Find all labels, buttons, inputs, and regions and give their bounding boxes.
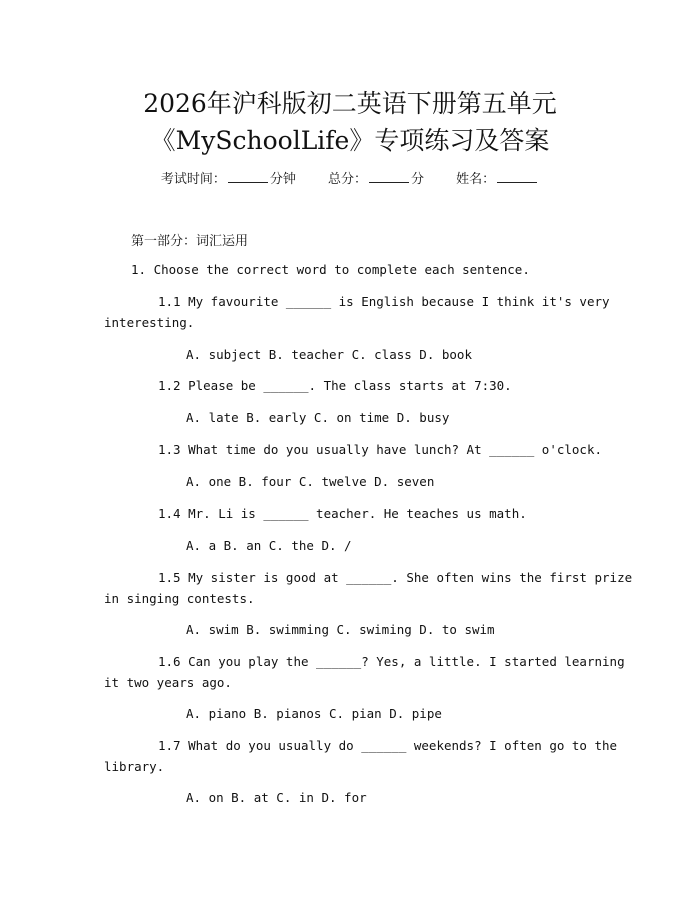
item-options: A. swim B. swimming C. swiming D. to swim xyxy=(186,622,495,637)
time-blank xyxy=(228,172,268,183)
score-blank xyxy=(369,172,409,183)
name-blank xyxy=(497,172,537,183)
item-options: A. piano B. pianos C. pian D. pipe xyxy=(186,706,442,721)
score-unit: 分 xyxy=(411,172,425,187)
item-stem-continued: interesting. xyxy=(104,315,195,330)
exam-time xyxy=(161,168,296,187)
section-heading: 第一部分：词汇运用 xyxy=(131,234,249,249)
item-options: A. one B. four C. twelve D. seven xyxy=(186,474,435,489)
item-stem: 1.3 What time do you usually have lunch? At ______ o'clock. xyxy=(158,442,603,457)
item-stem: 1.2 Please be ______. The class starts at 7:30. xyxy=(158,378,512,393)
item-stem: 1.6 Can you play the ______? Yes, a little. I started learning xyxy=(158,654,625,669)
exam-name xyxy=(456,168,539,187)
score-label: 总分： xyxy=(327,172,367,187)
document-title-line-1: 2026年沪科版初二英语下册第五单元 xyxy=(143,89,557,118)
question-instruction: 1. Choose the correct word to complete each sentence. xyxy=(131,262,530,277)
time-unit: 分钟 xyxy=(269,172,296,187)
item-stem: 1.5 My sister is good at ______. She often wins the first prize xyxy=(158,570,633,585)
time-label: 考试时间： xyxy=(160,172,226,187)
item-stem-continued: in singing contests. xyxy=(104,591,255,606)
item-stem-continued: library. xyxy=(104,759,165,774)
item-options: A. late B. early C. on time D. busy xyxy=(186,410,450,425)
item-stem: 1.7 What do you usually do ______ weekends? I often go to the xyxy=(158,738,618,753)
name-label: 姓名： xyxy=(456,172,496,187)
item-options: A. a B. an C. the D. / xyxy=(186,538,352,553)
item-stem: 1.1 My favourite ______ is English because I think it's very xyxy=(158,294,610,309)
item-options: A. subject B. teacher C. class D. book xyxy=(186,347,472,362)
item-stem-continued: it two years ago. xyxy=(104,675,232,690)
exam-score xyxy=(328,168,424,187)
exam-info-row xyxy=(0,168,700,187)
item-stem: 1.4 Mr. Li is ______ teacher. He teaches us math. xyxy=(158,506,527,521)
item-options: A. on B. at C. in D. for xyxy=(186,790,367,805)
document-title-line-2: 《MySchoolLife》专项练习及答案 xyxy=(150,126,550,155)
